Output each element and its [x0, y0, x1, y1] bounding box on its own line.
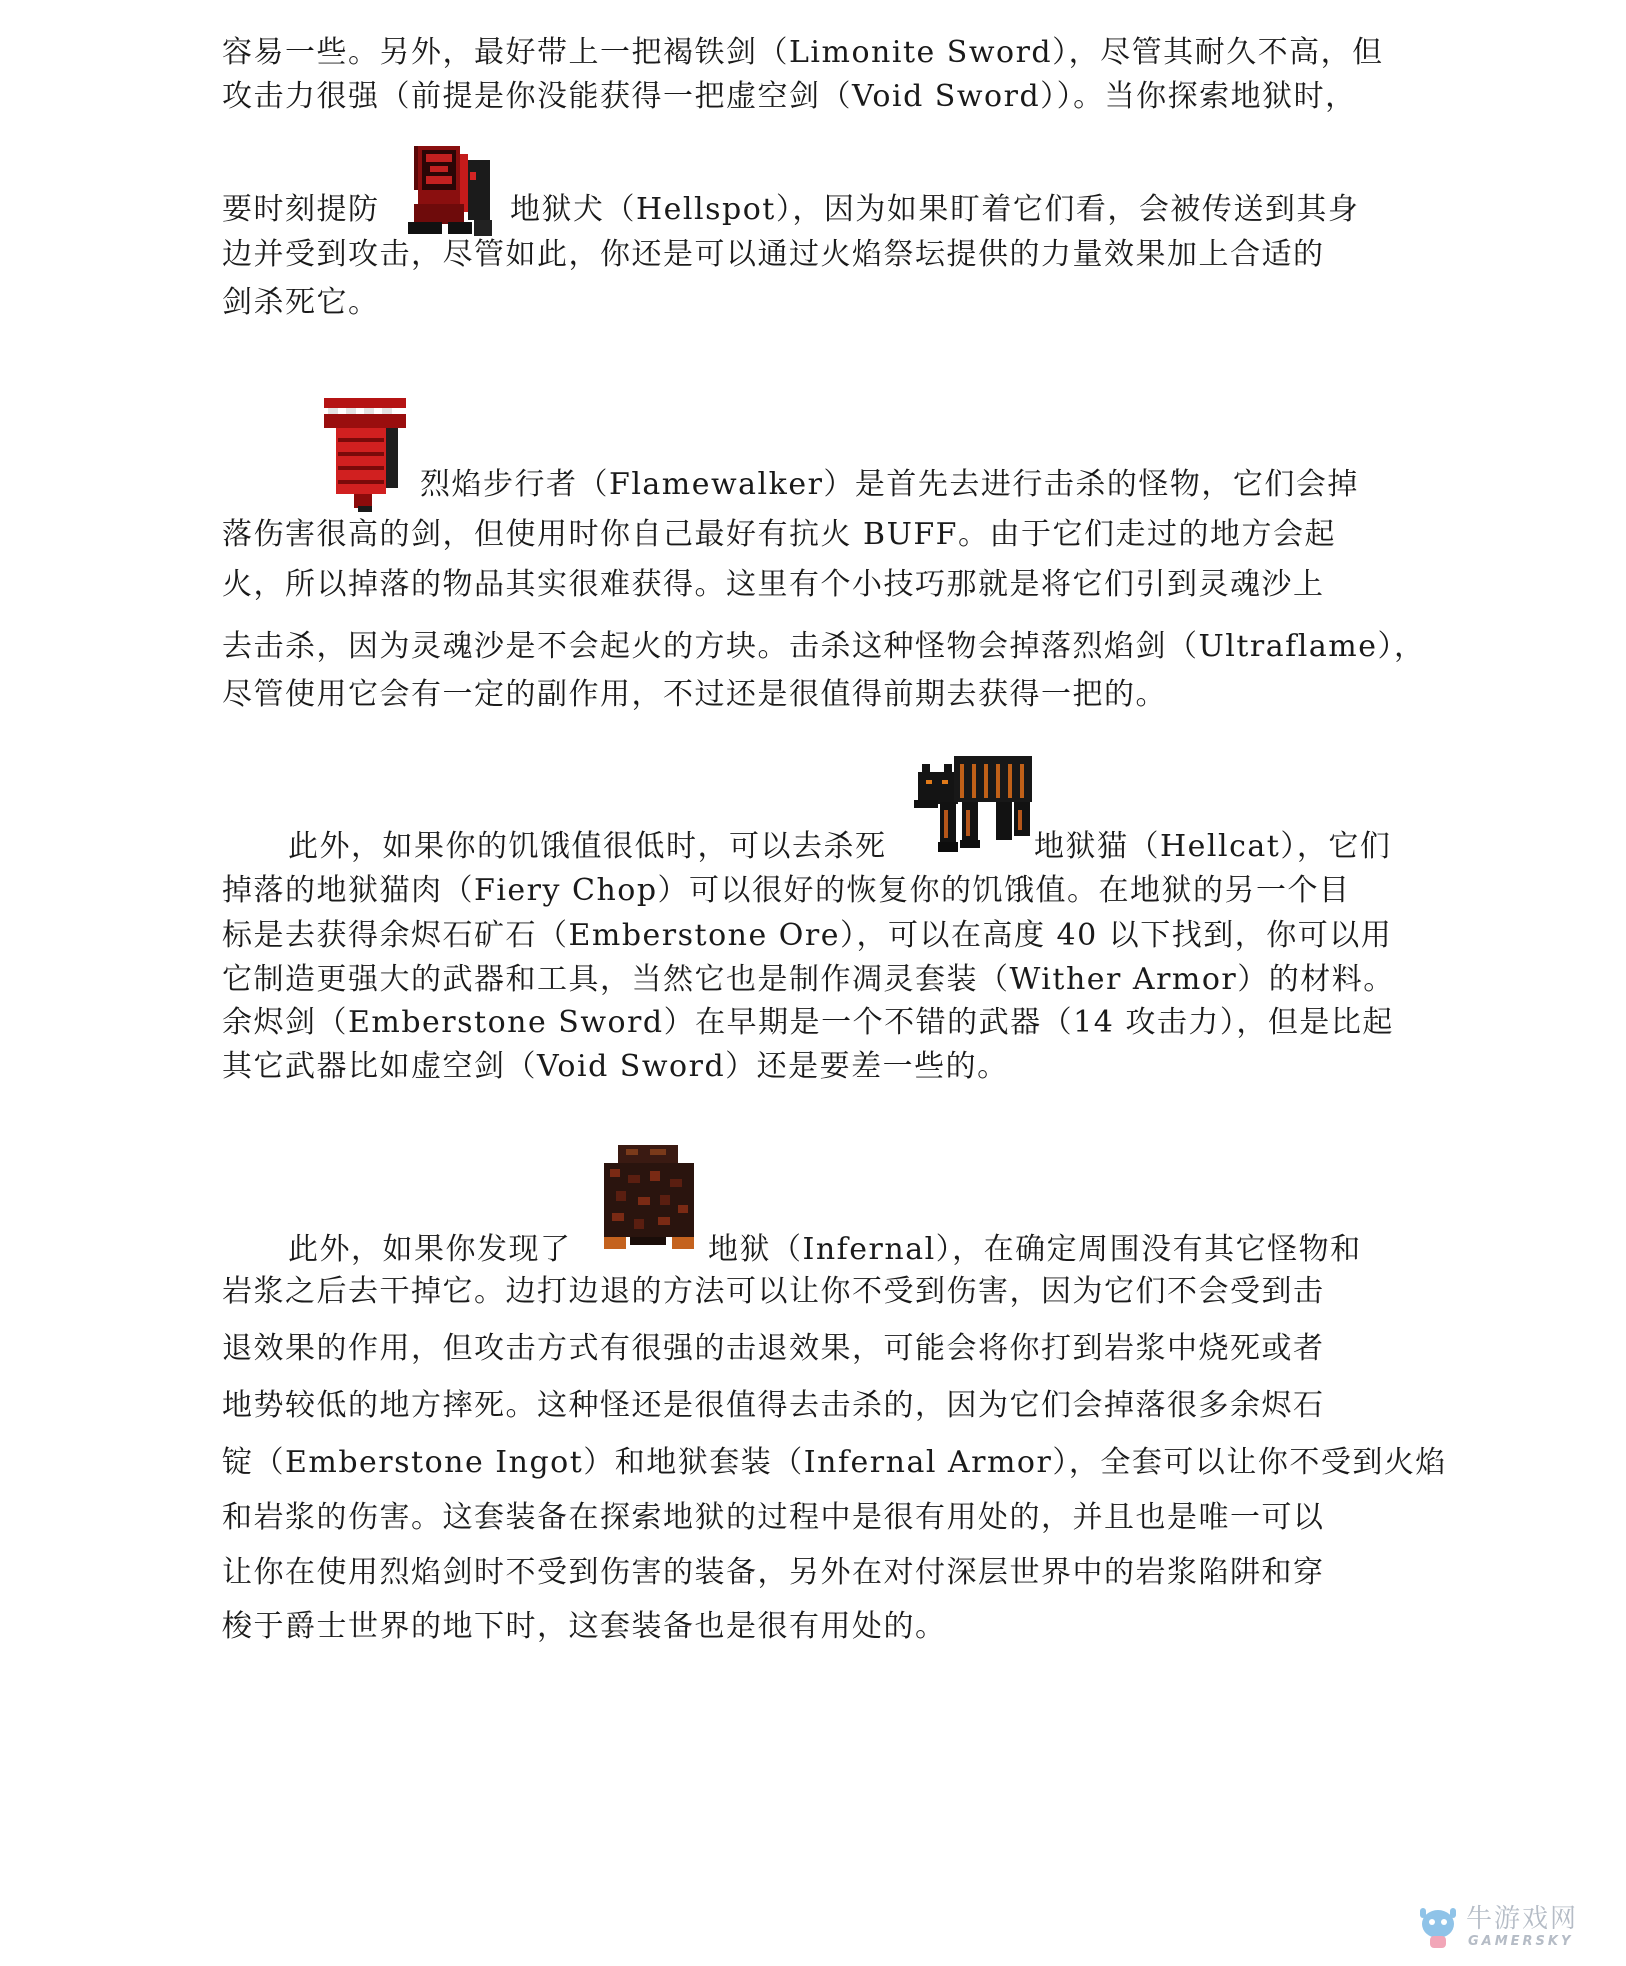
- text-line: 边并受到攻击，尽管如此，你还是可以通过火焰祭坛提供的力量效果加上合适的: [222, 237, 1325, 272]
- text-line: 攻击力很强（前提是你没能获得一把虚空剑（Void Sword））。当你探索地狱时，: [222, 79, 1357, 114]
- text-line: 退效果的作用，但攻击方式有很强的击退效果，可能会将你打到岩浆中烧死或者: [222, 1331, 1325, 1366]
- text-line: 烈焰步行者（Flamewalker）是首先去进行击杀的怪物，它们会掉: [420, 467, 1359, 502]
- text-line: 让你在使用烈焰剑时不受到伤害的装备，另外在对付深层世界中的岩浆陷阱和穿: [222, 1555, 1325, 1590]
- text-line: 和岩浆的伤害。这套装备在探索地狱的过程中是很有用处的，并且也是唯一可以: [222, 1500, 1325, 1535]
- watermark: [1416, 1904, 1606, 1954]
- text-line: 梭于爵士世界的地下时，这套装备也是很有用处的。: [222, 1609, 947, 1644]
- text-line: 落伤害很高的剑，但使用时你自己最好有抗火 BUFF。由于它们走过的地方会起: [222, 517, 1336, 552]
- watermark-en: GAMERSKY: [1468, 1934, 1574, 1949]
- text-line: 地狱（Infernal），在确定周围没有其它怪物和: [708, 1232, 1362, 1267]
- text-line: 火，所以掉落的物品其实很难获得。这里有个小技巧那就是将它们引到灵魂沙上: [222, 567, 1325, 602]
- text-line: 剑杀死它。: [222, 285, 380, 320]
- text-line: 它制造更强大的武器和工具，当然它也是制作凋灵套装（Wither Armor）的材料。: [222, 962, 1395, 997]
- text-line: 要时刻提防: [222, 192, 380, 227]
- text-line: 尽管使用它会有一定的副作用，不过还是很值得前期去获得一把的。: [222, 677, 1167, 712]
- text-line: 其它武器比如虚空剑（Void Sword）还是要差一些的。: [222, 1049, 1009, 1084]
- flamewalker-sprite-icon: [324, 398, 406, 514]
- text-line: 地狱犬（Hellspot），因为如果盯着它们看，会被传送到其身: [510, 192, 1360, 227]
- mascot-logo-icon: [1416, 1904, 1460, 1952]
- text-line: 地狱猫（Hellcat），它们: [1034, 829, 1392, 864]
- text-line: 掉落的地狱猫肉（Fiery Chop）可以很好的恢复你的饥饿值。在地狱的另一个目: [222, 873, 1351, 908]
- watermark-cn: 牛游戏网: [1466, 1904, 1579, 1934]
- hellspot-sprite-icon: [408, 146, 498, 238]
- text-line: 锭（Emberstone Ingot）和地狱套装（Infernal Armor），全套可以让你不受到火焰: [222, 1445, 1447, 1480]
- text-line: 余烬剑（Emberstone Sword）在早期是一个不错的武器（14 攻击力），但是比起: [222, 1005, 1394, 1040]
- text-line: 容易一些。另外，最好带上一把褐铁剑（Limonite Sword），尽管其耐久不高，但: [222, 35, 1384, 70]
- text-line: 岩浆之后去干掉它。边打边退的方法可以让你不受到伤害，因为它们不会受到击: [222, 1274, 1325, 1309]
- text-line: 地势较低的地方摔死。这种怪还是很值得去击杀的，因为它们会掉落很多余烬石: [222, 1388, 1325, 1423]
- text-line: 此外，如果你发现了: [288, 1232, 572, 1267]
- text-line: 标是去获得余烬石矿石（Emberstone Ore），可以在高度 40 以下找到，你可以用: [222, 918, 1393, 953]
- text-line: 去击杀，因为灵魂沙是不会起火的方块。击杀这种怪物会掉落烈焰剑（Ultraflame），: [222, 629, 1426, 664]
- hellcat-sprite-icon: [914, 750, 1034, 854]
- text-line: 此外，如果你的饥饿值很低时，可以去杀死: [288, 829, 887, 864]
- infernal-sprite-icon: [604, 1145, 700, 1251]
